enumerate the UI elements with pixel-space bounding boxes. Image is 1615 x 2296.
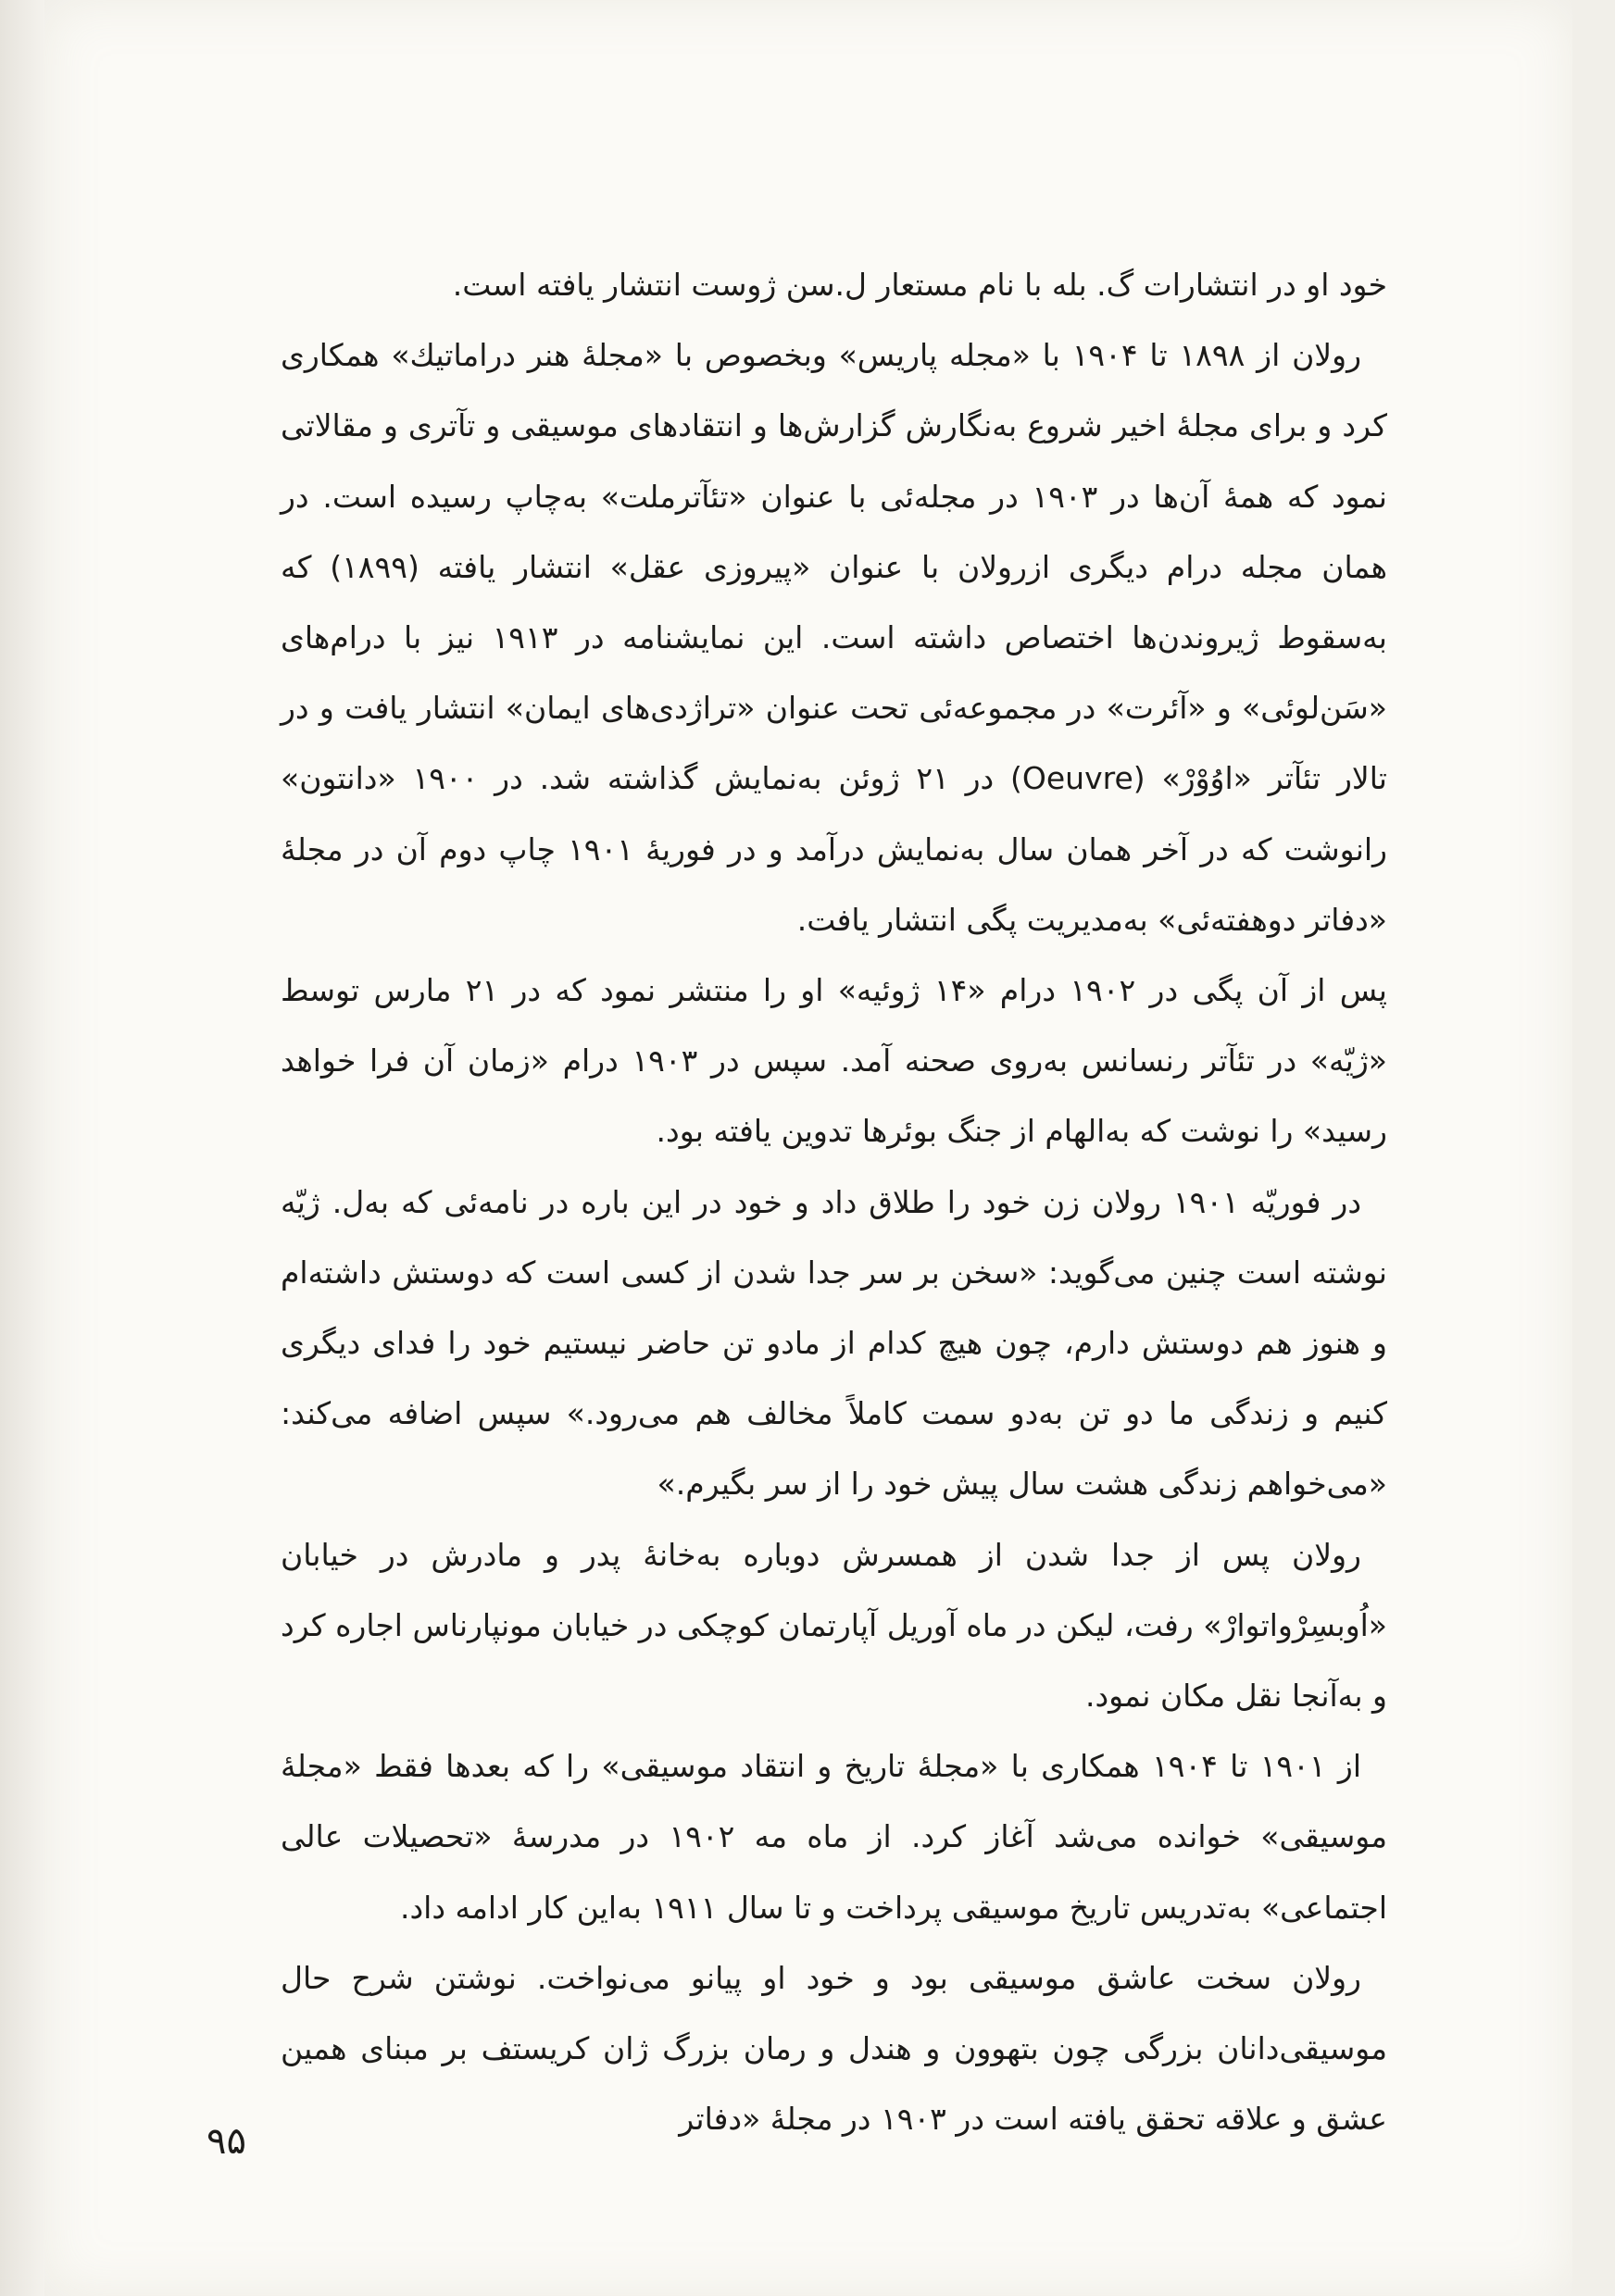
paragraph-7: رولان سخت عاشق موسیقی بود و خود او پیانو می‌نواخت. نوشتن شرح حال موسیقی‌دانان بزرگی چون بتهوون و هندل و رمان بزرگ ژان کریستف بر مبنای همین عشق و علاقه تحقق یافته است در ۱۹۰۳ در مجلهٔ «دفاتر [281,1959,1387,2138]
paragraph-4: در فوریّه ۱۹۰۱ رولان زن خود را طلاق داد و خود در این باره در نامه‌ئی که به‌ل. ژیّه نوشته است چنین می‌گوید: «سخن بر سر جدا شدن از کسی است که دوستش داشته‌ام و هنوز هم دوستش دارم، چون هیچ کدام از مادو تن حاضر نیستیم خود را فدای دیگری کنیم و زندگی ما دو تن به‌دو سمت کاملاً مخالف هم می‌رود.» سپس اضافه می‌کند: «می‌خواهم زندگی هشت سال پیش خود را از سر بگیرم.» [281,1183,1387,1503]
paragraph-2: رولان از ۱۸۹۸ تا ۱۹۰۴ با «مجله پاریس» وبخصوص با «مجلهٔ هنر دراماتیك» همکاری کرد و برای مجلهٔ اخیر شروع به‌نگارش گزارش‌ها و انتقادهای موسیقی و تآتری و مقالاتی نمود که همهٔ آن‌ها در ۱۹۰۳ در مجله‌ئی با عنوان «تئآترملت» به‌چاپ رسیده است. در همان مجله درام دیگری ازرولان با عنوان «پیروزی عقل» انتشار یافته (۱۸۹۹) که به‌سقوط ژیروندن‌ها اختصاص داشته است. این نمایشنامه در ۱۹۱۳ نیز با درام‌های «سَن‌لوئی» و «آئرت» در مجموعه‌ئی تحت عنوان «تراژدی‌های ایمان» انتشار یافت و در تالار تئآتر «اوُوْرْ» (Oeuvre) در ۲۱ ژوئن به‌نمایش گذاشته شد. در ۱۹۰۰ «دانتون» رانوشت که در آخر همان سال به‌نمایش درآمد و در فوریهٔ ۱۹۰۱ چاپ دوم آن در مجلهٔ «دفاتر دوهفته‌ئی» به‌مدیریت پگی انتشار یافت. [281,337,1387,938]
paragraph-6: از ۱۹۰۱ تا ۱۹۰۴ همکاری با «مجلهٔ تاریخ و انتقاد موسیقی» را که بعدها فقط «مجلهٔ موسیقی» خوانده می‌شد آغاز کرد. از ماه مه ۱۹۰۲ در مدرسهٔ «تحصیلات عالی اجتماعی» به‌تدریس تاریخ موسیقی پرداخت و تا سال ۱۹۱۱ به‌این کار ادامه داد. [281,1748,1388,1926]
book-page [44,0,1572,2296]
scan-edge [0,0,44,2296]
body-text [281,250,1387,2154]
paragraph-5: رولان پس از جدا شدن از همسرش دوباره به‌خانهٔ پدر و مادرش در خیابان «اُوبسِرْواتوارْ» رفت، لیکن در ماه آوریل آپارتمان کوچکی در خیابان مونپارناس اجاره کرد و به‌آنجا نقل مکان نمود. [281,1536,1387,1715]
paragraph-3: پس از آن پگی در ۱۹۰۲ درام «۱۴ ژوئیه» او را منتشر نمود که در ۲۱ مارس توسط «ژیّه» در تئآتر رنسانس به‌روی صحنه آمد. سپس در ۱۹۰۳ درام «زمان آن فرا خواهد رسید» را نوشت که به‌الهام از جنگ بوئرها تدوین یافته بود. [281,972,1387,1150]
paragraph-1: خود او در انتشارات گ. بله با نام مستعار ل.سن ژوست انتشار یافته است. [452,267,1387,303]
page-number: ۹۵ [207,2120,246,2163]
